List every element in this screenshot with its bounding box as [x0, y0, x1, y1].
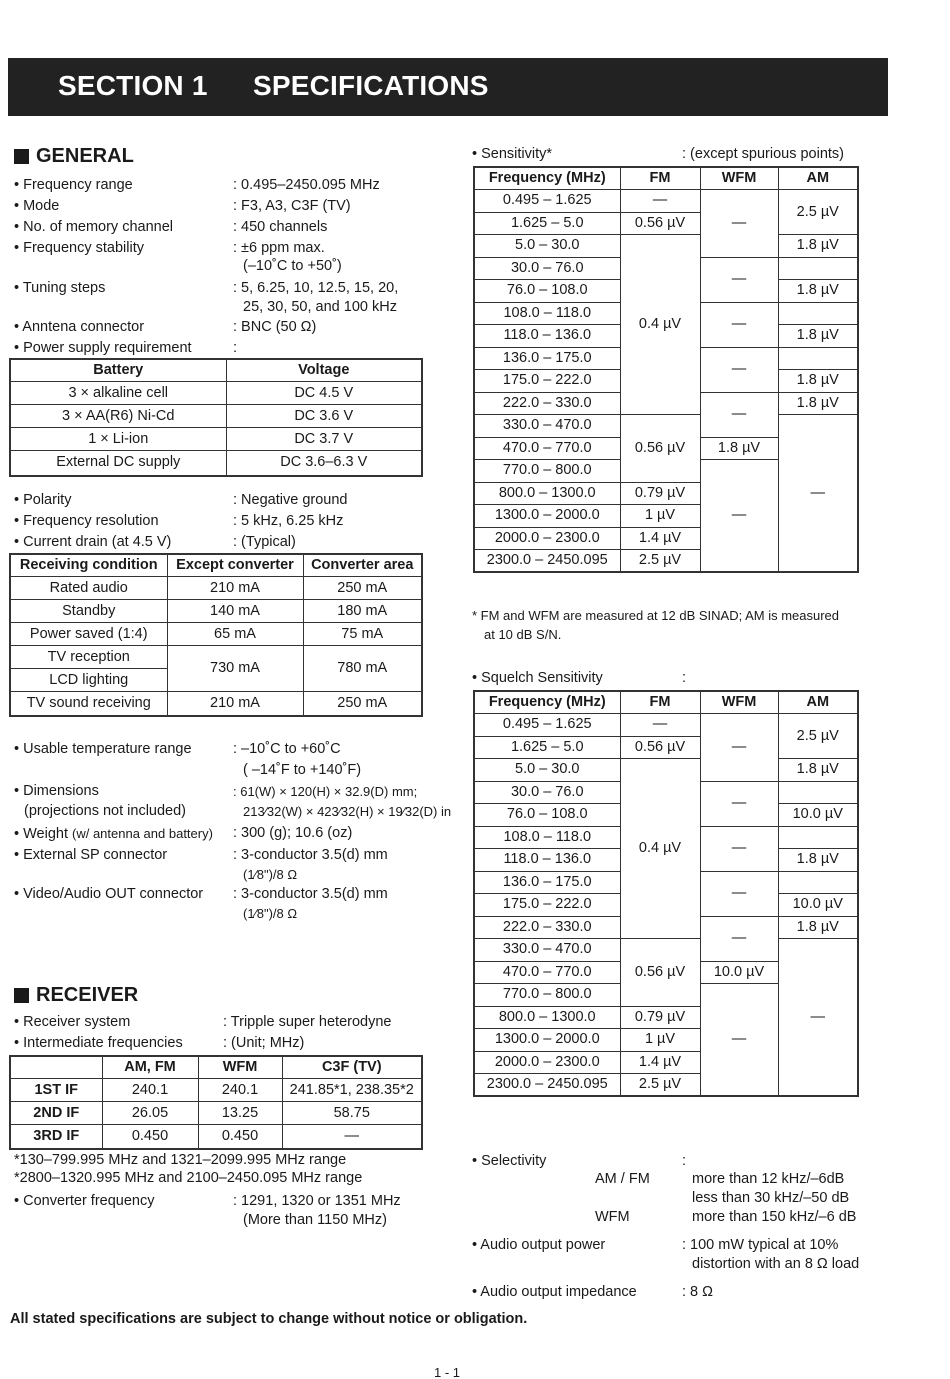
table-row: 30.0 – 76.0 —	[474, 781, 858, 804]
table-row: 470.0 – 770.0 1.8 µV	[474, 437, 858, 460]
square-bullet-icon	[14, 988, 29, 1003]
table-row: 108.0 – 118.0 —	[474, 302, 858, 325]
table-row: 3 × AA(R6) Ni-Cd DC 3.6 V	[10, 405, 422, 428]
table-row: LCD lighting	[10, 669, 422, 692]
selectivity-am-fm-value-2: less than 30 kHz/–50 dB	[692, 1190, 850, 1206]
table-row: 1300.0 – 2000.0 1 µV	[474, 1029, 858, 1052]
table-row: Frequency (MHz) FM WFM AM	[474, 167, 858, 190]
section-title: SPECIFICATIONS	[253, 70, 489, 101]
table-row: Power saved (1:4) 65 mA 75 mA	[10, 623, 422, 646]
table-row: 770.0 – 800.0 —	[474, 984, 858, 1007]
selectivity-wfm: WFM	[595, 1209, 630, 1225]
table-row: 330.0 – 470.0 0.56 µV —	[474, 415, 858, 438]
page-number: 1 - 1	[434, 1365, 461, 1379]
table-row: 108.0 – 118.0 —	[474, 826, 858, 849]
table-row: 2300.0 – 2450.095 2.5 µV	[474, 1074, 858, 1097]
table-row: 118.0 – 136.0 1.8 µV	[474, 325, 858, 348]
table-row: 175.0 – 222.0 10.0 µV	[474, 894, 858, 917]
intermediate-frequency-table	[9, 1055, 423, 1150]
current-drain-table	[9, 553, 423, 717]
table-row: 1300.0 – 2000.0 1 µV	[474, 505, 858, 528]
table-row: Receiving condition Except converter Converter area	[10, 554, 422, 577]
if-footnote-2: *2800–1320.995 MHz and 2100–2450.095 MHz range	[14, 1170, 363, 1186]
section-number: SECTION 1	[58, 70, 208, 101]
table-row: 770.0 – 800.0 —	[474, 460, 858, 483]
sensitivity-note: * FM and WFM are measured at 12 dB SINAD; AM is measured	[472, 608, 840, 623]
selectivity-am-fm-value-1: more than 12 kHz/–6dB	[692, 1171, 845, 1187]
disclaimer: All stated specifications are subject to change without notice or obligation.	[10, 1311, 528, 1327]
table-row: Battery Voltage	[10, 359, 422, 382]
table-row: 76.0 – 108.0 10.0 µV	[474, 804, 858, 827]
table-row: TV sound receiving 210 mA 250 mA	[10, 692, 422, 716]
section-banner	[8, 58, 888, 116]
table-row: TV reception 730 mA 780 mA	[10, 646, 422, 669]
square-bullet-icon	[14, 149, 29, 164]
table-row: Frequency (MHz) FM WFM AM	[474, 691, 858, 714]
table-row: 118.0 – 136.0 1.8 µV	[474, 849, 858, 872]
table-row: 3RD IF 0.450 0.450 —	[10, 1125, 422, 1149]
squelch-grid	[473, 690, 859, 1097]
table-row: External DC supply DC 3.6–6.3 V	[10, 451, 422, 476]
table-row: Rated audio 210 mA 250 mA	[10, 577, 422, 600]
table-row: 2000.0 – 2300.0 1.4 µV	[474, 1051, 858, 1074]
table-row: 5.0 – 30.0 0.4 µV 1.8 µV	[474, 759, 858, 782]
table-row: 800.0 – 1300.0 0.79 µV	[474, 1006, 858, 1029]
table-row: 222.0 – 330.0 — 1.8 µV	[474, 916, 858, 939]
table-row: 2ND IF 26.05 13.25 58.75	[10, 1102, 422, 1125]
receiver-heading: RECEIVER	[14, 984, 138, 1007]
table-row: 1ST IF 240.1 240.1 241.85*1, 238.35*2	[10, 1079, 422, 1102]
table-row: 2300.0 – 2450.095 2.5 µV	[474, 550, 858, 573]
table-row: 175.0 – 222.0 1.8 µV	[474, 370, 858, 393]
table-row: 0.495 – 1.625 — — 2.5 µV	[474, 714, 858, 737]
if-footnote-1: *130–799.995 MHz and 1321–2099.995 MHz range	[14, 1152, 347, 1168]
table-row: 222.0 – 330.0 — 1.8 µV	[474, 392, 858, 415]
sensitivity-grid	[473, 166, 859, 573]
table-row: 470.0 – 770.0 10.0 µV	[474, 961, 858, 984]
table-row: 136.0 – 175.0 —	[474, 871, 858, 894]
sensitivity-note-2: at 10 dB S/N.	[484, 627, 562, 642]
table-row: 2000.0 – 2300.0 1.4 µV	[474, 527, 858, 550]
table-row: 1 × Li-ion DC 3.7 V	[10, 428, 422, 451]
selectivity-wfm-value: more than 150 kHz/–6 dB	[692, 1209, 857, 1225]
table-row: 800.0 – 1300.0 0.79 µV	[474, 482, 858, 505]
power-supply-table	[9, 358, 423, 477]
table-row: 1.625 – 5.0 0.56 µV	[474, 212, 858, 235]
general-heading: GENERAL	[14, 145, 134, 168]
table-row: Standby 140 mA 180 mA	[10, 600, 422, 623]
table-row: 30.0 – 76.0 —	[474, 257, 858, 280]
table-row: 5.0 – 30.0 0.4 µV 1.8 µV	[474, 235, 858, 258]
selectivity-am-fm: AM / FM	[595, 1171, 650, 1187]
table-row: 0.495 – 1.625 — — 2.5 µV	[474, 190, 858, 213]
table-row: 330.0 – 470.0 0.56 µV —	[474, 939, 858, 962]
table-row: 136.0 – 175.0 —	[474, 347, 858, 370]
table-row: 1.625 – 5.0 0.56 µV	[474, 736, 858, 759]
table-row: 76.0 – 108.0 1.8 µV	[474, 280, 858, 303]
table-row: 3 × alkaline cell DC 4.5 V	[10, 382, 422, 405]
table-row: AM, FM WFM C3F (TV)	[10, 1056, 422, 1079]
